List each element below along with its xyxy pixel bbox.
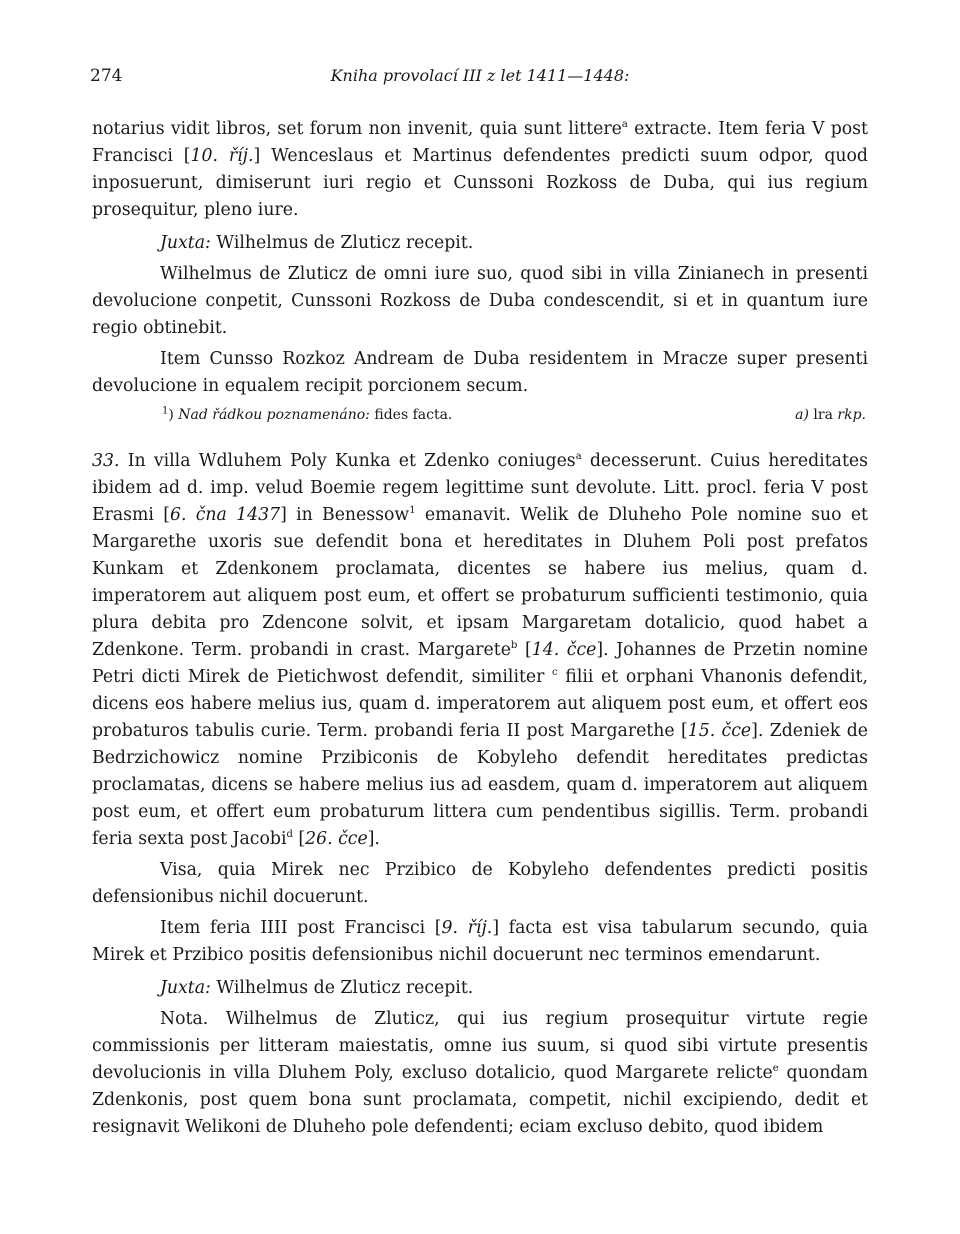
text-run: Item feria IIII post Francisci [ — [160, 918, 442, 938]
juxta-line — [160, 975, 868, 1002]
footnote-note: Nad řádkou poznamenáno: — [178, 407, 370, 423]
date-annotation: 9. říj. — [441, 918, 493, 938]
running-title: Kniha provolací III z let 1411—1448: — [330, 66, 630, 85]
text-run: [ — [517, 640, 532, 660]
footnote-marker: a — [575, 451, 582, 463]
juxta-text: Wilhelmus de Zluticz recepit. — [210, 978, 474, 998]
paragraph — [92, 116, 868, 224]
text-run: ] Wenceslaus et Martinus defendentes predicti suum odpor, quod inposuerunt, dimiserunt iuri regio et Cunssoni Rozkoss de Duba, qui ius regium prosequitur, pleno iure. — [92, 146, 868, 220]
footnotes — [92, 404, 868, 430]
text-run: decesserunt. Cuius hereditates ibidem ad d. imp. velud Boemie regem legittime sunt devolute. Litt. procl. feria V post Erasmi [ — [92, 451, 869, 525]
text-run: ] facta est visa tabularum secundo, quia Mirek et Przibico positis defensionibus nichil docuerunt nec terminos emendarunt. — [92, 918, 869, 965]
text-run: ]. Johannes de Przetin nomine Petri dicti Mirek de Pietichwost defendit, similiter — [92, 640, 868, 687]
date-annotation: 10. říj. — [190, 146, 254, 166]
text-block-1 — [92, 116, 868, 400]
date-annotation: 6. čna 1437 — [169, 505, 281, 525]
date-annotation: 26. čce — [305, 829, 368, 849]
footnote-reading: lra — [813, 407, 833, 423]
text-run: [ — [292, 829, 306, 849]
footnote-source: rkp. — [832, 407, 866, 423]
text-run: ]. Zdeniek de Bedrzichowicz nomine Przibiconis de Kobyleho defendit hereditates predictas proclamatas, dicens se habere melius ius ad easdem, quam d. imperatorem aut aliquem post eum, et offert eum probaturum littera cum pendentibus sigillis. Term. probandi feria sexta post Jacobi — [92, 721, 869, 849]
text-run: ]. — [367, 829, 380, 849]
paragraph — [92, 915, 868, 969]
text-run: Nota. Wilhelmus de Zluticz, qui ius regium prosequitur virtute regie commissionis per litteram maiestatis, omne ius suum, si quod sibi virtute presentis devolucionis in villa Dluhem Poly, excluso dotalicio, quod Margarete relicte — [92, 1009, 868, 1083]
footnote-marker: c — [552, 667, 558, 679]
footnote-marker: e — [772, 1063, 779, 1075]
footnote-marker: 1 — [409, 505, 416, 517]
juxta-text: Wilhelmus de Zluticz recepit. — [210, 233, 474, 253]
entry-paragraph — [92, 448, 868, 853]
footnote-text: fides facta. — [369, 407, 453, 423]
date-annotation: 14. čce — [531, 640, 597, 660]
text-run: quondam Zdenkonis, post quem bona sunt proclamata, competit, nichil excipiendo, dedit et resignavit Welikoni de Dluheho pole defendenti; eciam excluso debito, quod ibidem — [92, 1063, 868, 1137]
text-run: filii et orphani Vhanonis defendit, dicens eos habere melius ius, quam d. imperatorem aut aliquem post eum, et offert eos probaturos tabulis curie. Term. probandi feria II post Margarethe [ — [92, 667, 868, 741]
footnote-a — [795, 404, 866, 426]
text-run: notarius vidit libros, set forum non invenit, quia sunt littere — [92, 119, 622, 139]
footnote-marker: a — [621, 119, 628, 131]
date-annotation: 15. čce — [687, 721, 752, 741]
juxta-line — [160, 230, 868, 257]
document-page — [92, 66, 868, 1145]
footnote-1: $^1$) Nad řádkou poznamenáno: fides facta. — [162, 405, 453, 423]
entry-number: 33. — [92, 451, 120, 471]
footnote-marker: b — [510, 640, 518, 652]
footnote-number: 1 — [162, 405, 169, 417]
page-number: 274 — [90, 66, 123, 86]
footnote-letter: a) — [795, 407, 809, 423]
text-block-2 — [92, 448, 868, 1141]
text-run: ] in Benessow — [280, 505, 410, 525]
running-header — [92, 66, 868, 94]
juxta-label: Juxta: — [160, 978, 211, 998]
paragraph: Visa, quia Mirek nec Przibico de Kobyleho defendentes predicti positis defensionibus nichil docuerunt. — [92, 860, 868, 907]
paragraph: Wilhelmus de Zluticz de omni iure suo, quod sibi in villa Zinianech in presenti devolucione conpetit, Cunssoni Rozkoss de Duba condescendit, si et in quantum iure regio obtinebit. — [92, 264, 868, 338]
juxta-label: Juxta: — [160, 233, 211, 253]
text-run: extracte. Item feria V post Francisci [ — [92, 119, 868, 166]
paragraph: Item Cunsso Rozkoz Andream de Duba residentem in Mracze super presenti devolucione in equalem recipit porcionem secum. — [92, 349, 868, 396]
paragraph — [92, 1006, 868, 1141]
text-run: In villa Wdluhem Poly Kunka et Zdenko coniuges — [119, 451, 576, 471]
footnote-marker: d — [286, 829, 293, 841]
text-run: emanavit. Welik de Dluheho Pole nomine suo et Margarethe uxoris sue defendit bona et hereditates in Dluhem Poli post prefatos Kunkam et Zdenkonem proclamata, dicentes se habere ius melius, quam d. imperatorem aut aliquem post eum, et offert se probaturum sufficienti testimonio, quia plura debita pro Zdencone solvit, et ipsam Margaretam dotalicio, quod habet a Zdenkone. Term. probandi in crast. Margarete — [92, 505, 868, 660]
